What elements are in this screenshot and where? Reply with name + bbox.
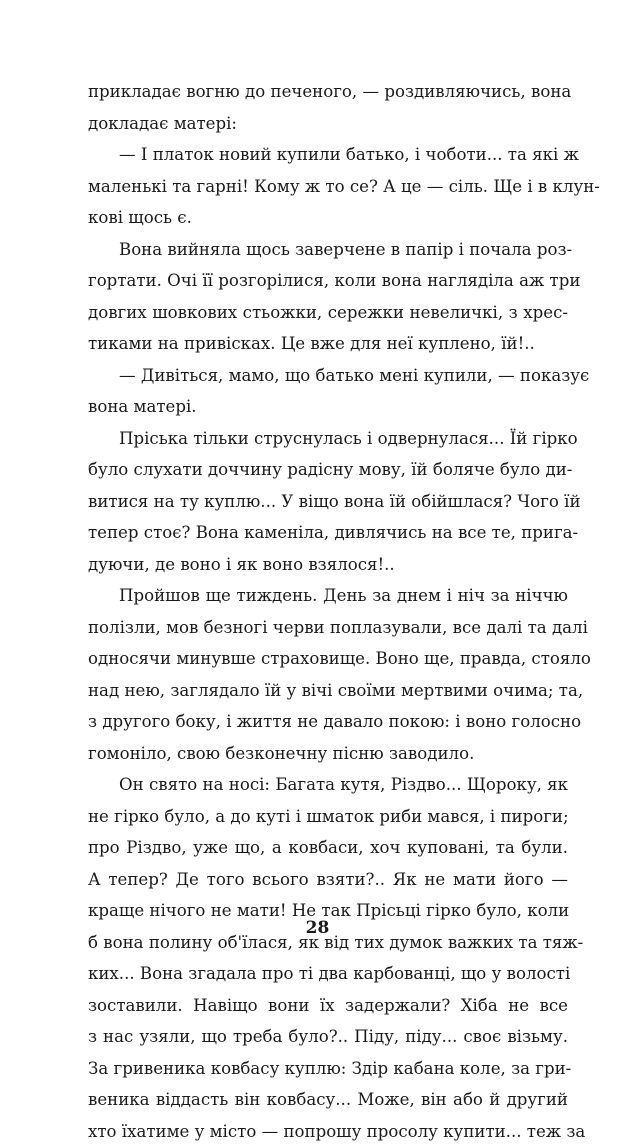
text-line: веника віддасть він ковбасу... Може, він або й другий	[88, 1084, 568, 1116]
text-line: довгих шовкових стьожки, сережки невеличкі, з хрес-	[88, 297, 568, 329]
text-line: Он свято на носі: Багата кутя, Різдво... Щороку, як	[88, 769, 568, 801]
text-line: односячи минувше страховище. Воно ще, правда, стояло	[88, 643, 568, 675]
text-line: — Дивіться, мамо, що батько мені купили, — показує	[88, 360, 568, 392]
text-line: про Різдво, уже що, а ковбаси, хоч куповані, та були.	[88, 832, 568, 864]
text-line: гомоніло, свою безконечну пісню заводило.	[88, 738, 568, 770]
text-line: дуючи, де воно і як воно взялося!..	[88, 549, 568, 581]
text-line: ких... Вона згадала про ті два карбованці, що у волості	[88, 958, 568, 990]
text-line: Вона вийняла щось заверчене в папір і почала роз-	[88, 234, 568, 266]
text-line: маленькі та гарні! Кому ж то се? А це — сіль. Ще і в клун-	[88, 171, 568, 203]
text-line: За гривеника ковбасу куплю: Здір кабана коле, за гри-	[88, 1053, 568, 1085]
text-line: витися на ту куплю... У віщо вона їй обійшлася? Чого їй	[88, 486, 568, 518]
text-line: з другого боку, і життя не давало покою: і воно голосно	[88, 706, 568, 738]
text-line: кові щось є.	[88, 202, 568, 234]
page-body	[88, 76, 568, 1147]
text-line: тепер стоє? Вона каменіла, дивлячись на все те, пригa-	[88, 517, 568, 549]
text-line: не гірко було, а до куті і шматок риби мався, і пироги;	[88, 801, 568, 833]
text-line: докладає матері:	[88, 108, 568, 140]
text-line: зоставили. Навіщо вони їх задержали? Хіба не все	[88, 990, 568, 1022]
text-line: вона матері.	[88, 391, 568, 423]
text-line: тиками на привісках. Це вже для неї куплено, їй!..	[88, 328, 568, 360]
text-line: краще нічого не мати! Не так Прісьці гірко було, коли	[88, 895, 568, 927]
text-line: було слухати доччину радісну мову, їй боляче було ди-	[88, 454, 568, 486]
text-line: з нас узяли, що треба було?.. Піду, піду... своє візьму.	[88, 1021, 568, 1053]
text-line: А тепер? Де того всього взяти?.. Як не мати його —	[88, 864, 568, 896]
text-line: б вона полину об'їлася, як від тих думок важких та тяж-	[88, 927, 568, 959]
page-number: 28	[0, 918, 635, 938]
text-line: над нею, заглядало їй у вічі своїми мертвими очима; та,	[88, 675, 568, 707]
text-line: — І платок новий купили батько, і чоботи... та які ж	[88, 139, 568, 171]
text-line: Пройшов ще тиждень. День за днем і ніч за ніччю	[88, 580, 568, 612]
text-line: гортати. Очі її розгорілися, коли вона нагляділа аж три	[88, 265, 568, 297]
text-line: прикладає вогню до печеного, — роздивляючись, вона	[88, 76, 568, 108]
text-line: хто їхатиме у місто — попрошу просолу купити... теж за	[88, 1116, 568, 1147]
text-line: Пріська тільки струснулась і одвернулася... Їй гірко	[88, 423, 568, 455]
text-line: полізли, мов безногі черви поплазували, все далі та далі	[88, 612, 568, 644]
